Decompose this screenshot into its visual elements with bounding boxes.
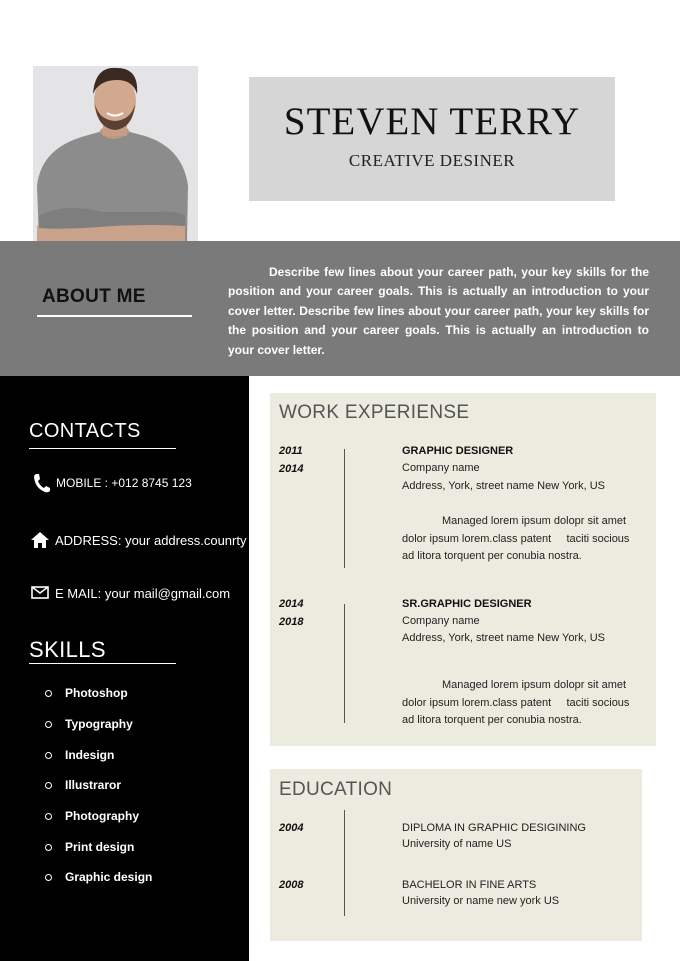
- contact-email: [29, 582, 230, 604]
- edu-school: University of name US: [402, 838, 512, 850]
- contacts-heading: CONTACTS: [29, 420, 141, 442]
- job-desc-line: dolor ipsum lorem.class patent taciti socious: [402, 697, 630, 709]
- skill-item: [45, 748, 114, 762]
- person-portrait-image: [33, 66, 198, 241]
- timeline-line: [344, 604, 345, 723]
- job-year-end: 2014: [279, 463, 304, 475]
- job-title: GRAPHIC DESIGNER: [402, 445, 514, 457]
- edu-school: University or name new york US: [402, 895, 560, 907]
- skill-item: [45, 686, 128, 700]
- skill-item: [45, 840, 134, 854]
- skill-label: Indesign: [65, 748, 115, 762]
- job-year-end: 2018: [279, 616, 304, 628]
- skill-item: [45, 717, 133, 731]
- timeline-line: [344, 449, 345, 568]
- skill-label: Typography: [65, 717, 133, 731]
- job-year-start: 2014: [279, 598, 304, 610]
- job-company: Company name: [402, 462, 480, 474]
- edu-year: 2004: [279, 822, 304, 834]
- skill-label: Photoshop: [65, 686, 128, 700]
- job-desc-line: Managed lorem ipsum dolopr sit amet: [442, 515, 627, 527]
- skill-label: Illustraror: [65, 778, 122, 792]
- about-heading: ABOUT ME: [42, 286, 146, 307]
- education-heading: EDUCATION: [279, 779, 393, 800]
- mail-icon: [29, 582, 51, 604]
- work-heading: WORK EXPERIENSE: [279, 402, 470, 423]
- skills-underline: [29, 663, 176, 664]
- job-title: SR.GRAPHIC DESIGNER: [402, 598, 532, 610]
- mobile-text: MOBILE : +012 8745 123: [56, 476, 192, 490]
- bullet-icon: [45, 813, 52, 820]
- edu-year: 2008: [279, 879, 304, 891]
- bullet-icon: [45, 752, 52, 759]
- edu-degree: DIPLOMA IN GRAPHIC DESIGINING: [402, 822, 586, 834]
- job-year-start: 2011: [279, 445, 303, 457]
- job-address: Address, York, street name New York, US: [402, 632, 605, 644]
- about-text: Describe few lines about your career path, your key skills for the position and your career goals. This is actually an introduction to your cover letter. Describe few lines about your career path, your key skills for the position and your career goals. This is actually an introduction to your cover letter.: [228, 265, 649, 357]
- skill-label: Photography: [65, 809, 139, 823]
- person-name: STEVEN TERRY: [283, 100, 581, 143]
- job-title: CREATIVE DESINER: [348, 151, 516, 170]
- edu-degree: BACHELOR IN FINE ARTS: [402, 879, 537, 891]
- job-desc-line: ad litora torquent per conubia nostra.: [402, 550, 582, 562]
- skill-item: [45, 870, 152, 884]
- skill-label: Graphic design: [65, 870, 153, 884]
- skill-label: Print design: [65, 840, 135, 854]
- bullet-icon: [45, 690, 52, 697]
- skills-heading: SKILLS: [29, 637, 107, 662]
- address-text: ADDRESS: your address.counrty: [55, 532, 247, 548]
- job-desc-line: ad litora torquent per conubia nostra.: [402, 714, 582, 726]
- email-text: E MAIL: your mail@gmail.com: [55, 585, 231, 601]
- contact-address: [29, 529, 246, 551]
- bullet-icon: [45, 844, 52, 851]
- job-company: Company name: [402, 615, 480, 627]
- timeline-line: [344, 810, 345, 916]
- profile-photo: [33, 66, 198, 241]
- skill-item: [45, 778, 121, 792]
- about-underline: [37, 315, 192, 317]
- name-title-box: [249, 77, 615, 201]
- bullet-icon: [45, 782, 52, 789]
- job-desc-line: Managed lorem ipsum dolopr sit amet: [442, 679, 627, 691]
- phone-icon: [30, 472, 52, 494]
- bullet-icon: [45, 874, 52, 881]
- job-desc-line: dolor ipsum lorem.class patent taciti socious: [402, 533, 630, 545]
- contact-mobile: [30, 472, 192, 494]
- bullet-icon: [45, 721, 52, 728]
- skill-item: [45, 809, 139, 823]
- home-icon: [29, 529, 51, 551]
- contacts-underline: [29, 448, 176, 449]
- job-address: Address, York, street name New York, US: [402, 480, 605, 492]
